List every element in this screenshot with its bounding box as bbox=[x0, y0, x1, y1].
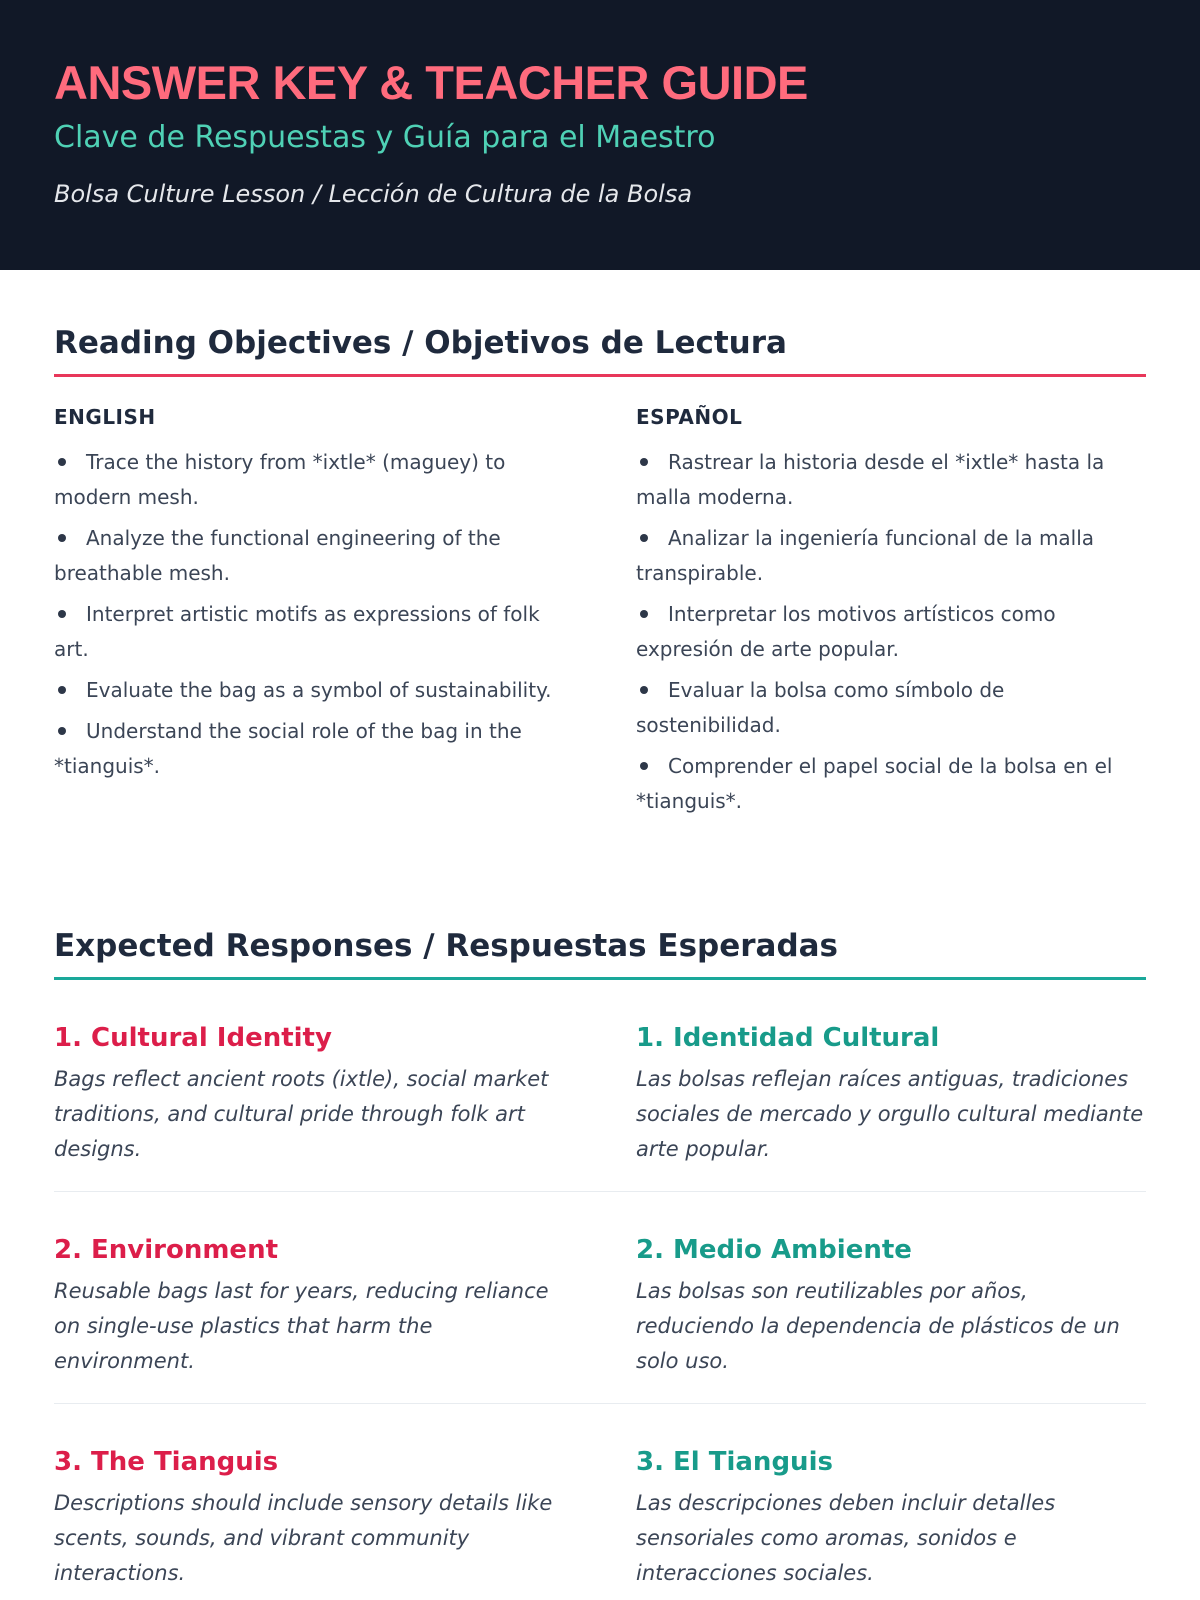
list-item-text: Trace the history from *ixtle* (maguey) to modern mesh. bbox=[54, 450, 506, 509]
english-heading: ENGLISH bbox=[54, 405, 156, 429]
list-item-text: Comprender el papel social de la bolsa en el *tianguis*. bbox=[636, 754, 1113, 813]
list-item bbox=[636, 597, 1146, 667]
list-item-text: Analyze the functional engineering of the breathable mesh. bbox=[54, 526, 501, 585]
list-item-text: Rastrear la historia desde el *ixtle* hasta la malla moderna. bbox=[636, 450, 1105, 509]
bullet-icon bbox=[58, 610, 66, 618]
list-item bbox=[636, 445, 1146, 515]
response-heading-spanish: 1. Identidad Cultural bbox=[636, 1023, 940, 1053]
page-subtitle: Clave de Respuestas y Guía para el Maestro bbox=[54, 120, 716, 155]
response-english bbox=[54, 1232, 564, 1379]
lesson-name: Bolsa Culture Lesson / Lección de Cultura de la Bolsa bbox=[54, 180, 693, 208]
response-english bbox=[54, 1020, 564, 1167]
english-objective-list bbox=[54, 445, 564, 784]
response-heading-english: 1. Cultural Identity bbox=[54, 1023, 332, 1053]
response-row bbox=[54, 1404, 1146, 1591]
list-item-text: Understand the social role of the bag in the *tianguis*. bbox=[54, 719, 522, 778]
response-text-spanish: Las descripciones deben incluir detalles sensoriales como aromas, sonidos e interacciones sociales. bbox=[636, 1491, 1056, 1585]
response-spanish bbox=[636, 1020, 1146, 1167]
bullet-icon bbox=[58, 727, 66, 735]
response-spanish bbox=[636, 1444, 1146, 1591]
bullet-icon bbox=[58, 686, 66, 694]
bullet-icon bbox=[640, 534, 648, 542]
list-item bbox=[54, 714, 564, 784]
list-item bbox=[54, 597, 564, 667]
list-item-text: Evaluate the bag as a symbol of sustainability. bbox=[86, 678, 552, 702]
bullet-icon bbox=[640, 686, 648, 694]
response-text-english: Descriptions should include sensory details like scents, sounds, and vibrant community interactions. bbox=[54, 1491, 553, 1585]
response-row bbox=[54, 1192, 1146, 1404]
list-item-text: Interpretar los motivos artísticos como expresión de arte popular. bbox=[636, 602, 1056, 661]
spanish-objectives bbox=[636, 377, 1146, 825]
response-english bbox=[54, 1444, 564, 1591]
list-item bbox=[636, 521, 1146, 591]
main-content bbox=[0, 270, 1200, 1591]
response-text-english: Reusable bags last for years, reducing reliance on single-use plastics that harm the environment. bbox=[54, 1279, 549, 1373]
response-text-spanish: Las bolsas reflejan raíces antiguas, tradiciones sociales de mercado y orgullo cultural mediante arte popular. bbox=[636, 1067, 1144, 1161]
bullet-icon bbox=[640, 610, 648, 618]
response-text-english: Bags reflect ancient roots (ixtle), social market traditions, and cultural pride through folk art designs. bbox=[54, 1067, 549, 1161]
list-item-text: Interpret artistic motifs as expressions of folk art. bbox=[54, 602, 540, 661]
bullet-icon bbox=[640, 458, 648, 466]
list-item bbox=[636, 749, 1146, 819]
list-item-text: Evaluar la bolsa como símbolo de sostenibilidad. bbox=[636, 678, 1005, 737]
response-heading-english: 2. Environment bbox=[54, 1235, 279, 1265]
response-heading-english: 3. The Tianguis bbox=[54, 1447, 279, 1477]
english-objectives bbox=[54, 377, 564, 825]
spanish-heading: ESPAÑOL bbox=[636, 405, 743, 429]
response-row bbox=[54, 980, 1146, 1192]
response-heading-spanish: 3. El Tianguis bbox=[636, 1447, 833, 1477]
page-header bbox=[0, 0, 1200, 270]
objectives-columns bbox=[54, 377, 1146, 825]
response-spanish bbox=[636, 1232, 1146, 1379]
list-item bbox=[636, 673, 1146, 743]
response-text-spanish: Las bolsas son reutilizables por años, reduciendo la dependencia de plásticos de un solo uso. bbox=[636, 1279, 1120, 1373]
list-item bbox=[54, 521, 564, 591]
list-item bbox=[54, 673, 564, 708]
bullet-icon bbox=[640, 762, 648, 770]
bullet-icon bbox=[58, 534, 66, 542]
list-item-text: Analizar la ingeniería funcional de la malla transpirable. bbox=[636, 526, 1095, 585]
responses-heading: Expected Responses / Respuestas Esperadas bbox=[54, 925, 1146, 980]
response-heading-spanish: 2. Medio Ambiente bbox=[636, 1235, 912, 1265]
list-item bbox=[54, 445, 564, 515]
objectives-heading: Reading Objectives / Objetivos de Lectura bbox=[54, 270, 1146, 377]
spanish-objective-list bbox=[636, 445, 1146, 819]
bullet-icon bbox=[58, 458, 66, 466]
page-title: ANSWER KEY & TEACHER GUIDE bbox=[54, 56, 808, 109]
